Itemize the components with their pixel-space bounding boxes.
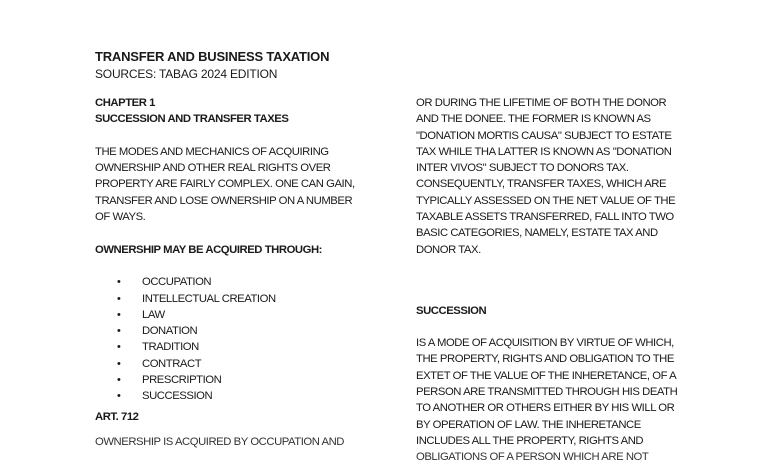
bullet-icon: • xyxy=(117,341,121,354)
succession-paragraph xyxy=(416,335,716,465)
donation-line: OR DURING THE LIFETIME OF BOTH THE DONOR xyxy=(416,97,667,109)
chapter-title: SUCCESSION AND TRANSFER TAXES xyxy=(95,113,289,126)
list-item xyxy=(95,323,385,339)
bullet-icon: • xyxy=(117,308,121,321)
intro-paragraph xyxy=(95,144,385,225)
article-first-line: OWNERSHIP IS ACQUIRED BY OCCUPATION AND xyxy=(95,435,345,448)
list-item xyxy=(95,372,385,388)
list-item xyxy=(95,339,385,355)
intro-line: OWNERSHIP AND OTHER REAL RIGHTS OVER xyxy=(95,162,331,175)
left-column xyxy=(95,95,385,450)
donation-line: TAXABLE ASSETS TRANSFERRED, FALL INTO TWO xyxy=(416,211,674,224)
bullet-icon: • xyxy=(117,325,121,338)
mode-label: OCCUPATION xyxy=(142,276,212,289)
mode-label: LAW xyxy=(142,308,165,321)
donation-line: DONOR TAX. xyxy=(416,243,481,256)
right-column xyxy=(416,95,716,466)
bullet-icon: • xyxy=(117,357,121,370)
succession-line: INCLUDES ALL THE PROPERTY, RIGHTS AND xyxy=(416,434,644,447)
succession-line: PERSON ARE TRANSMITTED THROUGH HIS DEATH xyxy=(416,386,678,399)
list-item xyxy=(95,274,385,290)
list-item xyxy=(95,291,385,307)
mode-label: INTELLECTUAL CREATION xyxy=(142,292,276,305)
succession-line: TO ANOTHER OR OTHERS EITHER BY HIS WILL OR xyxy=(416,402,675,415)
donation-line: INTER VIVOS" SUBJECT TO DONORS TAX. xyxy=(416,162,629,175)
mode-label: CONTRACT xyxy=(142,357,202,370)
list-item xyxy=(95,388,385,404)
bullet-icon: • xyxy=(117,390,121,403)
acquisition-modes-list xyxy=(95,274,385,404)
document-sources: SOURCES: TABAG 2024 EDITION xyxy=(95,67,278,81)
donation-line: "DONATION MORTIS CAUSA" SUBJECT TO ESTATE xyxy=(416,129,672,142)
document-title: TRANSFER AND BUSINESS TAXATION xyxy=(95,49,330,64)
bullet-icon: • xyxy=(117,292,121,305)
mode-label: SUCCESSION xyxy=(142,390,213,403)
article-heading: ART. 712 xyxy=(95,410,139,423)
chapter-number: CHAPTER 1 xyxy=(95,97,155,109)
succession-heading: SUCCESSION xyxy=(416,304,487,317)
ownership-heading: OWNERSHIP MAY BE ACQUIRED THROUGH: xyxy=(95,243,322,256)
mode-label: DONATION xyxy=(142,325,198,338)
list-item xyxy=(95,356,385,372)
mode-label: TRADITION xyxy=(142,341,199,354)
succession-line: THE PROPERTY, RIGHTS AND OBLIGATION TO THE xyxy=(416,353,674,366)
donation-line: BASIC CATEGORIES, NAMELY, ESTATE TAX AND xyxy=(416,227,658,240)
succession-line: BY OPERATION OF LAW. THE INHERETANCE xyxy=(416,418,641,431)
intro-line: TRANSFER AND LOSE OWNERSHIP ON A NUMBER xyxy=(95,194,353,207)
succession-line: EXTET OF THE VALUE OF THE INHERETANCE, OF A xyxy=(416,369,677,382)
mode-label: PRESCRIPTION xyxy=(142,374,222,387)
intro-line: OF WAYS. xyxy=(95,211,146,224)
donation-line: CONSEQUENTLY, TRANSFER TAXES, WHICH ARE xyxy=(416,178,667,191)
donation-line: TAX WHILE THA LATTER IS KNOWN AS "DONATION xyxy=(416,145,672,158)
intro-line: THE MODES AND MECHANICS OF ACQUIRING xyxy=(95,145,329,158)
succession-line: OBLIGATIONS OF A PERSON WHICH ARE NOT xyxy=(416,451,649,464)
bullet-icon: • xyxy=(117,374,121,387)
donation-line: AND THE DONEE. THE FORMER IS KNOWN AS xyxy=(416,113,651,126)
bullet-icon: • xyxy=(117,276,121,289)
succession-line: IS A MODE OF ACQUISITION BY VIRTUE OF WHICH, xyxy=(416,337,674,350)
donation-paragraph xyxy=(416,95,716,258)
donation-line: TYPICALLY ASSESSED ON THE NET VALUE OF THE xyxy=(416,194,676,207)
list-item xyxy=(95,307,385,323)
intro-line: PROPERTY ARE FAIRLY COMPLEX. ONE CAN GAIN, xyxy=(95,178,355,191)
